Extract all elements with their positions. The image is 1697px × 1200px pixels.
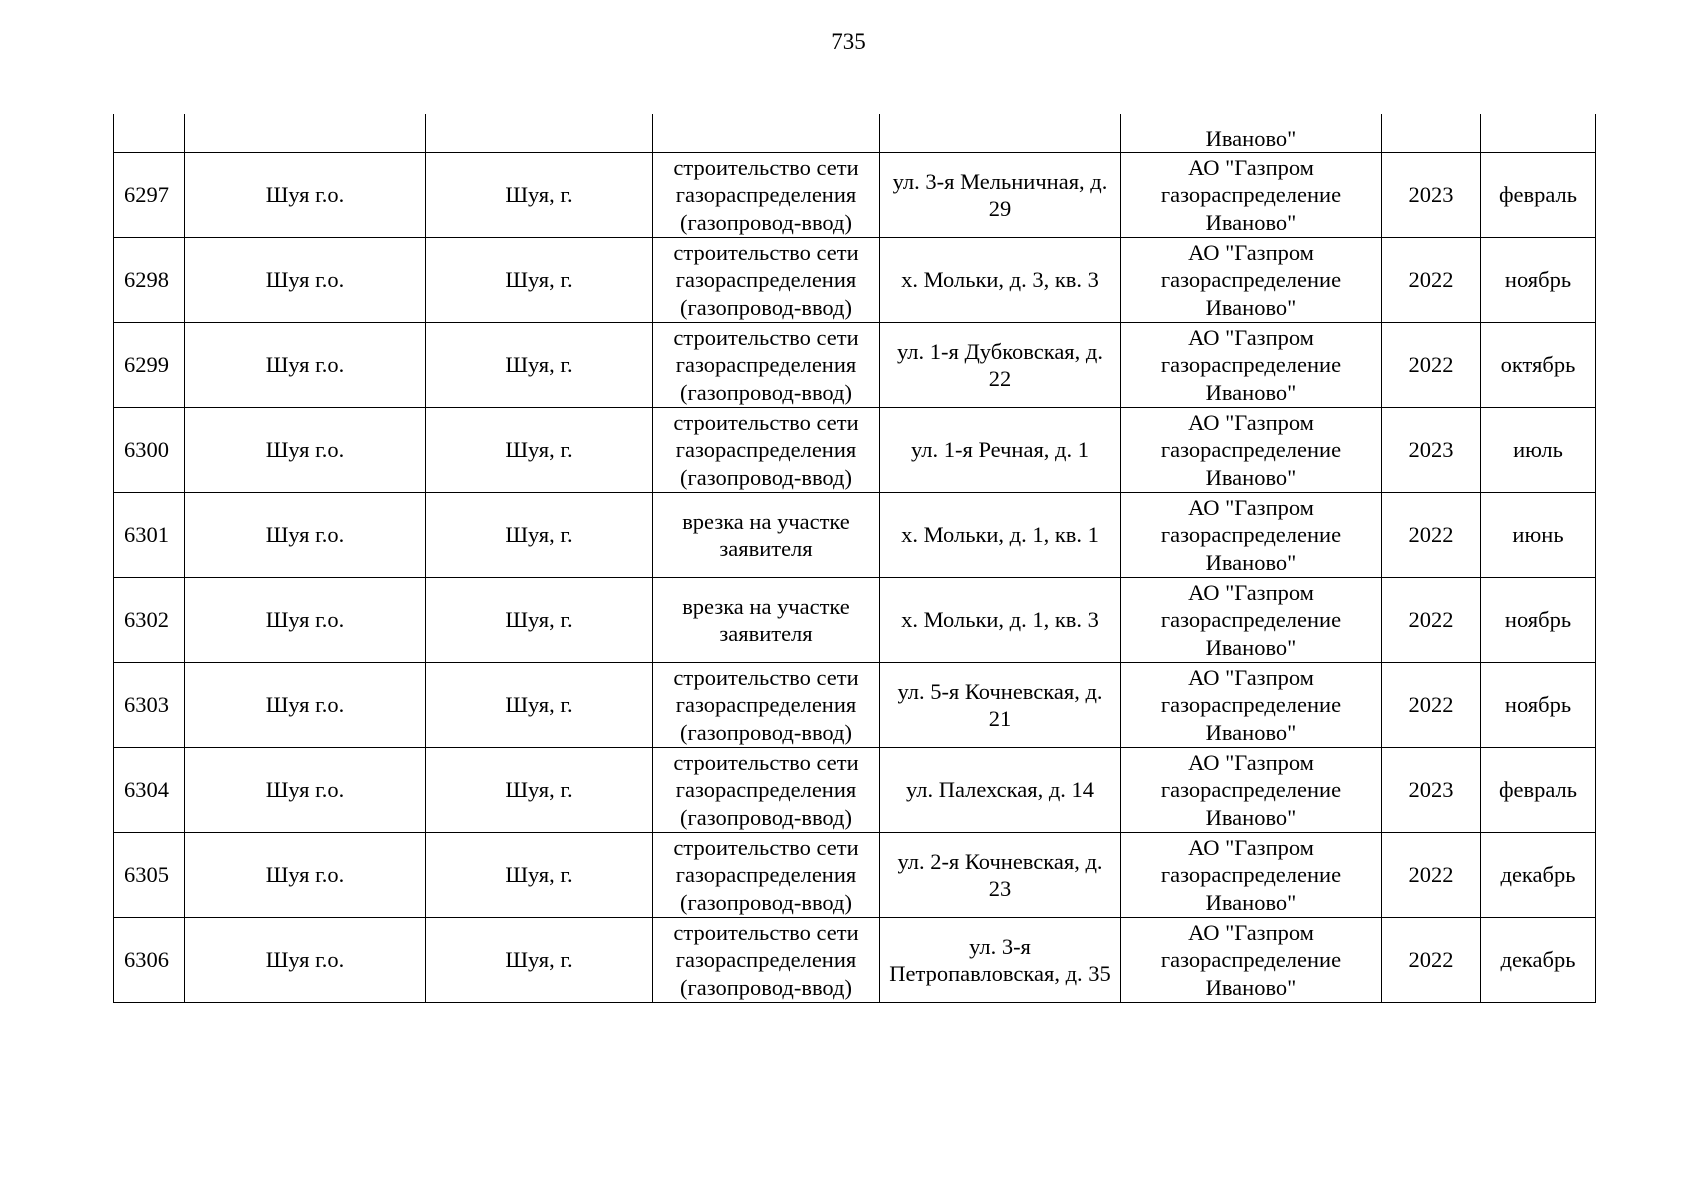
- cell-id: 6304: [114, 748, 185, 833]
- cell-locality: Шуя, г.: [426, 833, 653, 918]
- cell-locality: Шуя, г.: [426, 578, 653, 663]
- continuation-cell-locality: [426, 114, 653, 153]
- cell-work: строительство сети газораспределения (газопровод-ввод): [653, 238, 880, 323]
- cell-month: февраль: [1481, 748, 1596, 833]
- cell-org: АО "Газпром газораспределение Иваново": [1121, 663, 1382, 748]
- cell-year: 2022: [1382, 323, 1481, 408]
- table-row: [114, 663, 1596, 748]
- cell-work: строительство сети газораспределения (газопровод-ввод): [653, 748, 880, 833]
- cell-org: АО "Газпром газораспределение Иваново": [1121, 833, 1382, 918]
- cell-id: 6301: [114, 493, 185, 578]
- continuation-cell-id: [114, 114, 185, 153]
- cell-month: ноябрь: [1481, 578, 1596, 663]
- cell-district: Шуя г.о.: [185, 918, 426, 1003]
- cell-district: Шуя г.о.: [185, 408, 426, 493]
- cell-district: Шуя г.о.: [185, 578, 426, 663]
- page-number: 735: [831, 29, 866, 54]
- cell-org: АО "Газпром газораспределение Иваново": [1121, 238, 1382, 323]
- table-row: [114, 408, 1596, 493]
- cell-id: 6297: [114, 153, 185, 238]
- cell-year: 2022: [1382, 918, 1481, 1003]
- cell-locality: Шуя, г.: [426, 493, 653, 578]
- cell-district: Шуя г.о.: [185, 238, 426, 323]
- continuation-cell-address: [880, 114, 1121, 153]
- cell-month: декабрь: [1481, 918, 1596, 1003]
- cell-year: 2022: [1382, 238, 1481, 323]
- cell-org: АО "Газпром газораспределение Иваново": [1121, 748, 1382, 833]
- cell-locality: Шуя, г.: [426, 323, 653, 408]
- cell-address: ул. 3-я Мельничная, д. 29: [880, 153, 1121, 238]
- cell-district: Шуя г.о.: [185, 493, 426, 578]
- continuation-cell-year: [1382, 114, 1481, 153]
- cell-org: АО "Газпром газораспределение Иваново": [1121, 578, 1382, 663]
- cell-year: 2022: [1382, 578, 1481, 663]
- cell-month: июль: [1481, 408, 1596, 493]
- cell-id: 6299: [114, 323, 185, 408]
- cell-address: ул. 3-я Петропавловская, д. 35: [880, 918, 1121, 1003]
- cell-month: февраль: [1481, 153, 1596, 238]
- cell-locality: Шуя, г.: [426, 918, 653, 1003]
- cell-month: ноябрь: [1481, 238, 1596, 323]
- cell-address: ул. Палехская, д. 14: [880, 748, 1121, 833]
- cell-month: ноябрь: [1481, 663, 1596, 748]
- gasification-table: [113, 114, 1596, 1003]
- cell-locality: Шуя, г.: [426, 238, 653, 323]
- cell-address: ул. 2-я Кочневская, д. 23: [880, 833, 1121, 918]
- cell-id: 6303: [114, 663, 185, 748]
- table-row: [114, 918, 1596, 1003]
- cell-org: АО "Газпром газораспределение Иваново": [1121, 323, 1382, 408]
- cell-address: ул. 1-я Дубковская, д. 22: [880, 323, 1121, 408]
- table-row: [114, 238, 1596, 323]
- cell-district: Шуя г.о.: [185, 663, 426, 748]
- cell-district: Шуя г.о.: [185, 748, 426, 833]
- cell-month: июнь: [1481, 493, 1596, 578]
- cell-district: Шуя г.о.: [185, 153, 426, 238]
- cell-locality: Шуя, г.: [426, 153, 653, 238]
- cell-year: 2023: [1382, 748, 1481, 833]
- cell-id: 6302: [114, 578, 185, 663]
- table-body: [114, 114, 1596, 1003]
- table-row: [114, 748, 1596, 833]
- cell-org: АО "Газпром газораспределение Иваново": [1121, 153, 1382, 238]
- table-row: [114, 153, 1596, 238]
- cell-year: 2022: [1382, 663, 1481, 748]
- table-row: [114, 493, 1596, 578]
- cell-id: 6306: [114, 918, 185, 1003]
- cell-locality: Шуя, г.: [426, 663, 653, 748]
- continuation-cell-org: Иваново": [1121, 114, 1382, 153]
- cell-id: 6305: [114, 833, 185, 918]
- cell-id: 6298: [114, 238, 185, 323]
- cell-year: 2023: [1382, 408, 1481, 493]
- cell-work: врезка на участке заявителя: [653, 578, 880, 663]
- cell-work: врезка на участке заявителя: [653, 493, 880, 578]
- cell-work: строительство сети газораспределения (газопровод-ввод): [653, 833, 880, 918]
- continuation-cell-work: [653, 114, 880, 153]
- cell-address: х. Мольки, д. 3, кв. 3: [880, 238, 1121, 323]
- cell-locality: Шуя, г.: [426, 748, 653, 833]
- cell-month: декабрь: [1481, 833, 1596, 918]
- cell-work: строительство сети газораспределения (газопровод-ввод): [653, 663, 880, 748]
- cell-work: строительство сети газораспределения (газопровод-ввод): [653, 323, 880, 408]
- cell-work: строительство сети газораспределения (газопровод-ввод): [653, 408, 880, 493]
- cell-locality: Шуя, г.: [426, 408, 653, 493]
- cell-org: АО "Газпром газораспределение Иваново": [1121, 408, 1382, 493]
- cell-address: ул. 5-я Кочневская, д. 21: [880, 663, 1121, 748]
- cell-address: х. Мольки, д. 1, кв. 3: [880, 578, 1121, 663]
- table-row: [114, 833, 1596, 918]
- cell-month: октябрь: [1481, 323, 1596, 408]
- cell-address: х. Мольки, д. 1, кв. 1: [880, 493, 1121, 578]
- continuation-cell-month: [1481, 114, 1596, 153]
- cell-id: 6300: [114, 408, 185, 493]
- cell-org: АО "Газпром газораспределение Иваново": [1121, 493, 1382, 578]
- table-row: [114, 323, 1596, 408]
- cell-work: строительство сети газораспределения (газопровод-ввод): [653, 918, 880, 1003]
- continuation-cell-district: [185, 114, 426, 153]
- cell-year: 2023: [1382, 153, 1481, 238]
- continuation-row: [114, 114, 1596, 153]
- cell-year: 2022: [1382, 493, 1481, 578]
- cell-district: Шуя г.о.: [185, 833, 426, 918]
- cell-org: АО "Газпром газораспределение Иваново": [1121, 918, 1382, 1003]
- table-row: [114, 578, 1596, 663]
- cell-district: Шуя г.о.: [185, 323, 426, 408]
- cell-year: 2022: [1382, 833, 1481, 918]
- cell-work: строительство сети газораспределения (газопровод-ввод): [653, 153, 880, 238]
- cell-address: ул. 1-я Речная, д. 1: [880, 408, 1121, 493]
